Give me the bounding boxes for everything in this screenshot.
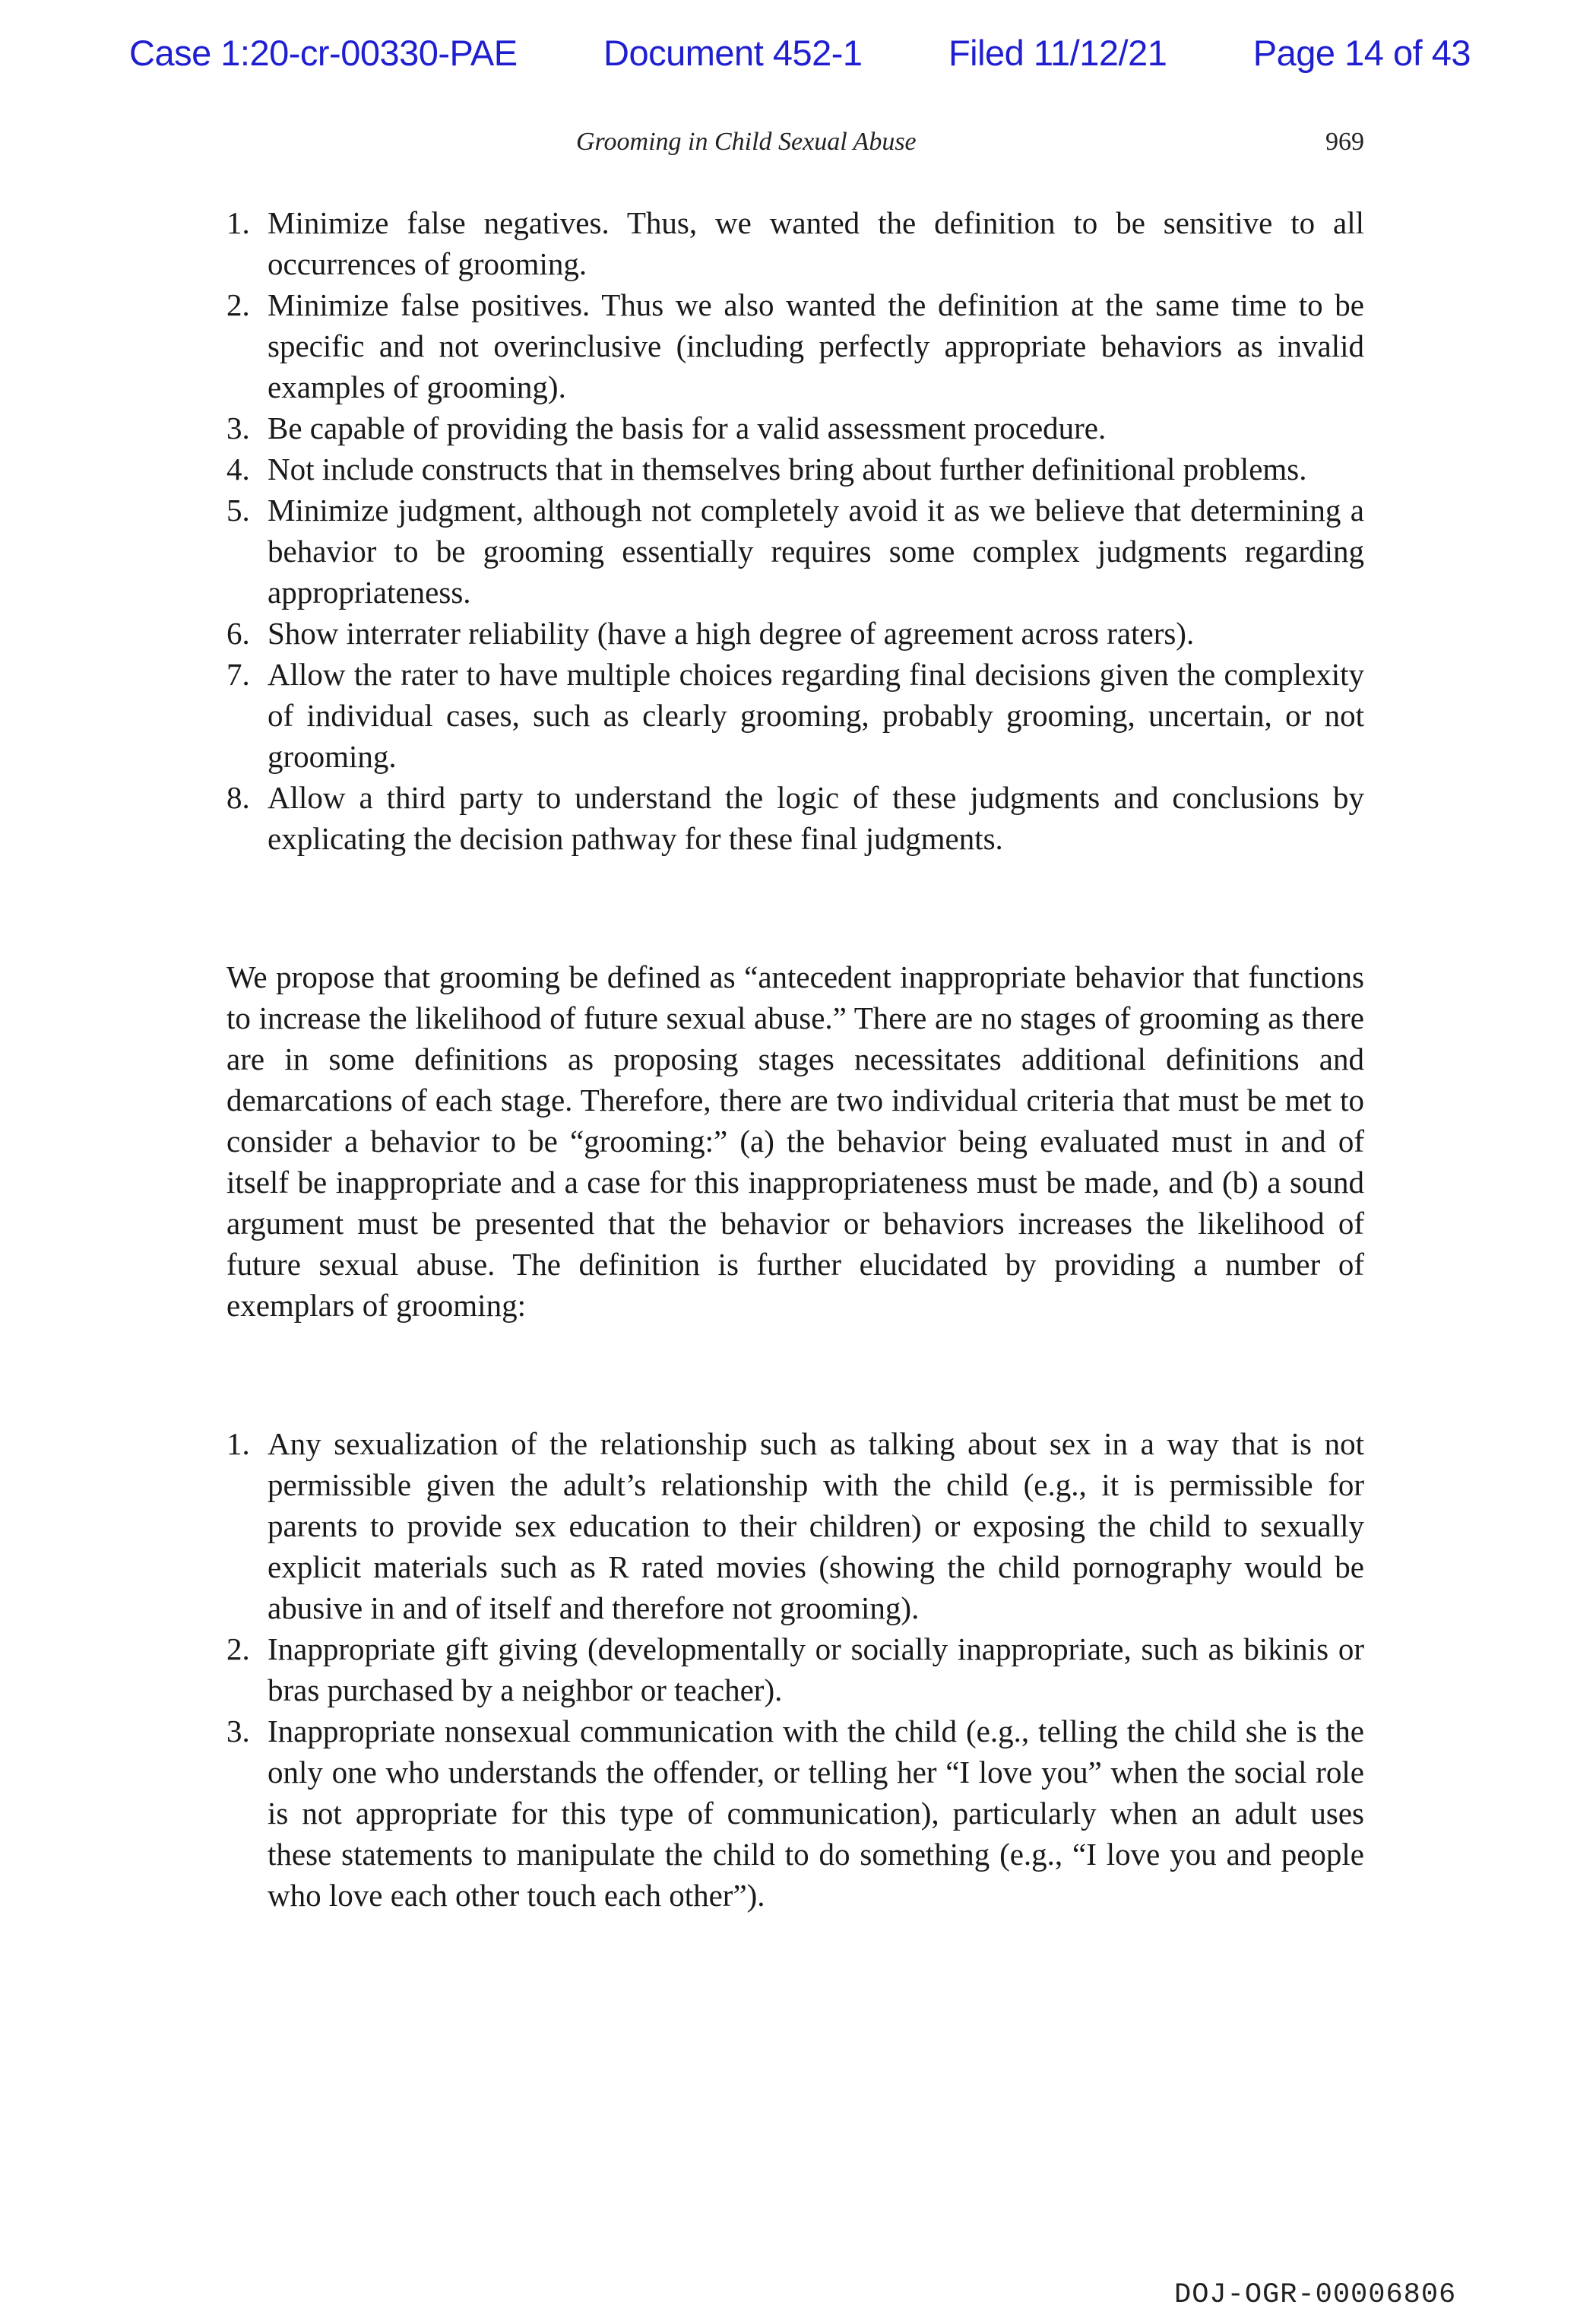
running-head-title: Grooming in Child Sexual Abuse — [576, 128, 917, 156]
list-text: Be capable of providing the basis for a valid assessment procedure. — [268, 411, 1107, 445]
list-number: 3. — [226, 1714, 250, 1749]
list-number: 8. — [226, 780, 250, 815]
list-text: Minimize false negatives. Thus, we wanted the definition to be sensitive to all occurrences of grooming. — [268, 205, 1364, 281]
list-item — [226, 1711, 1364, 1916]
list-text: Any sexualization of the relationship such as talking about sex in a way that is not permissible given the adult’s relationship with the child (e.g., it is permissible for parents to provide sex education to their children) or exposing the child to sexually explicit materials such as R rated movies (showing the child pornography would be abusive in and of itself and therefore not grooming). — [268, 1426, 1364, 1625]
court-filing-header — [129, 32, 1471, 74]
filed-date: Filed 11/12/21 — [948, 33, 1167, 73]
list-text: Inappropriate nonsexual communication with the child (e.g., telling the child she is the only one who understands the offender, or telling her “I love you” when the social role is not appropriate for this type of communication), particularly when an adult uses these statements to manipulate the child to do something (e.g., “I love you and people who love each other touch each other”). — [268, 1714, 1364, 1913]
definition-criteria-list — [226, 202, 1364, 859]
list-number: 1. — [226, 205, 250, 240]
bates-number: DOJ-OGR-00006806 — [1174, 2279, 1457, 2311]
list-item — [226, 1423, 1364, 1628]
list-text: Show interrater reliability (have a high degree of agreement across raters). — [268, 616, 1195, 651]
list-text: Minimize judgment, although not completely avoid it as we believe that determining a behavior to be grooming essentially requires some complex judgments regarding appropriateness. — [268, 493, 1364, 610]
list-number: 6. — [226, 616, 250, 651]
list-number: 3. — [226, 411, 250, 445]
list-number: 1. — [226, 1426, 250, 1461]
list-number: 2. — [226, 287, 250, 322]
document-number: Document 452-1 — [603, 33, 863, 73]
list-text: Minimize false positives. Thus we also wanted the definition at the same time to be specific and not overinclusive (including perfectly appropriate behaviors as invalid examples of grooming). — [268, 287, 1364, 404]
list-text: Allow a third party to understand the logic of these judgments and conclusions by explicating the decision pathway for these final judgments. — [268, 780, 1364, 856]
page-indicator: Page 14 of 43 — [1252, 33, 1471, 73]
list-item — [226, 1628, 1364, 1711]
definition-paragraph: We propose that grooming be defined as “antecedent inappropriate behavior that functions to increase the likelihood of future sexual abuse.” There are no stages of grooming as there are in some definitions as proposing stages necessitates additional definitions and demarcations of each stage. Therefore, there are two individual criteria that must be met to consider a behavior to be “grooming:” (a) the behavior being evaluated must in and of itself be inappropriate and a case for this inappropriateness must be made, and (b) a sound argument must be presented that the behavior or behaviors increases the likelihood of future sexual abuse. The definition is further elucidated by providing a number of exemplars of grooming: — [226, 959, 1364, 1323]
list-text: Not include constructs that in themselves bring about further definitional problems. — [268, 452, 1307, 487]
list-number: 4. — [226, 452, 250, 487]
grooming-exemplars-list — [226, 1423, 1364, 1916]
list-number: 7. — [226, 657, 250, 692]
running-head — [226, 128, 1364, 166]
case-number: Case 1:20-cr-00330-PAE — [129, 33, 518, 73]
list-item — [226, 777, 1364, 859]
list-number: 2. — [226, 1631, 250, 1666]
list-number: 5. — [226, 493, 250, 528]
list-item — [226, 202, 1364, 284]
list-text: Allow the rater to have multiple choices regarding final decisions given the complexity of individual cases, such as clearly grooming, probably grooming, uncertain, or not grooming. — [268, 657, 1364, 774]
list-item — [226, 407, 1364, 449]
list-item — [226, 490, 1364, 613]
list-item — [226, 449, 1364, 490]
list-text: Inappropriate gift giving (developmentally or socially inappropriate, such as bikinis or bras purchased by a neighbor or teacher). — [268, 1631, 1364, 1707]
list-item — [226, 654, 1364, 777]
list-item — [226, 613, 1364, 654]
journal-page-number: 969 — [1325, 128, 1364, 156]
list-item — [226, 284, 1364, 407]
